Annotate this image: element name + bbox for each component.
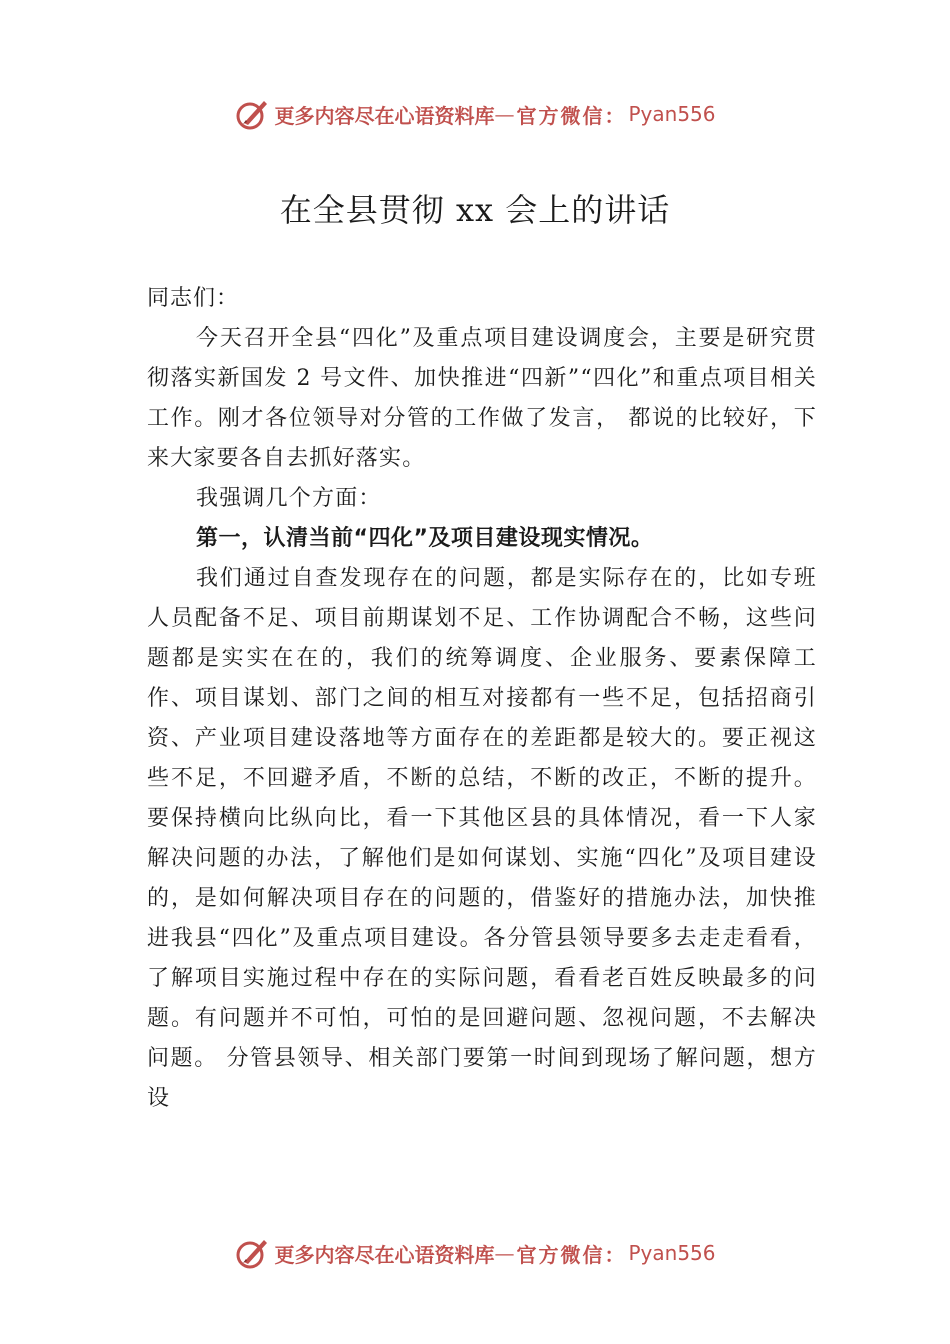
footer-banner	[0, 1233, 950, 1273]
section-heading: 第一，认清当前“四化”及项目建设现实情况。	[196, 526, 654, 551]
quill-logo-icon	[234, 96, 270, 132]
document-body	[147, 279, 817, 1119]
header-banner	[0, 94, 950, 134]
paragraph-emphasis: 我强调几个方面：	[196, 486, 382, 511]
footer-wechat-label: 官方微信：	[516, 1242, 627, 1267]
footer-dash: —	[494, 1241, 515, 1265]
section-body: 我们通过自查发现存在的问题，都是实际存在的，比如专班人员配备不足、项目前期谋划不足、工作协调配合不畅，这些问题都是实实在在的，我们的统筹调度、企业服务、要素保障工作、项目谋划、部门之间的相互对接都有一些不足，包括招商引资、产业项目建设落地等方面存在的差距都是较大的。要正视这些不足，不回避矛盾，不断的总结，不断的改正，不断的提升。要保持横向比纵向比，看一下其他区县的具体情况，看一下人家解决问题的办法，了解他们是如何谋划、实施“四化”及项目建设的，是如何解决项目存在的问题的，借鉴好的措施办法，加快推进我县“四化”及重点项目建设。各分管县领导要多去走走看看，了解项目实施过程中存在的实际问题，看看老百姓反映最多的问题。有问题并不可怕，可怕的是回避问题、忽视问题，不去解决问题。 分管县领导、相关部门要第一时间到现场了解问题，想方设	[147, 566, 817, 1111]
footer-brand-text: 更多内容尽在心语资料库	[274, 1242, 495, 1267]
greeting: 同志们：	[147, 286, 240, 311]
header-dash: —	[494, 102, 515, 126]
header-brand-text: 更多内容尽在心语资料库	[274, 103, 495, 128]
header-wechat-id: Pyan556	[628, 102, 716, 126]
footer-wechat-id: Pyan556	[628, 1241, 716, 1265]
paragraph-intro: 今天召开全县“四化”及重点项目建设调度会，主要是研究贯彻落实新国发 2 号文件、加快推进“四新”“四化”和重点项目相关工作。刚才各位领导对分管的工作做了发言， 都说的比较好，下来大家要各自去抓好落实。	[147, 326, 817, 471]
document-title: 在全县贯彻 xx 会上的讲话	[279, 191, 671, 229]
quill-logo-icon	[234, 1235, 270, 1271]
header-wechat-label: 官方微信：	[516, 103, 627, 128]
